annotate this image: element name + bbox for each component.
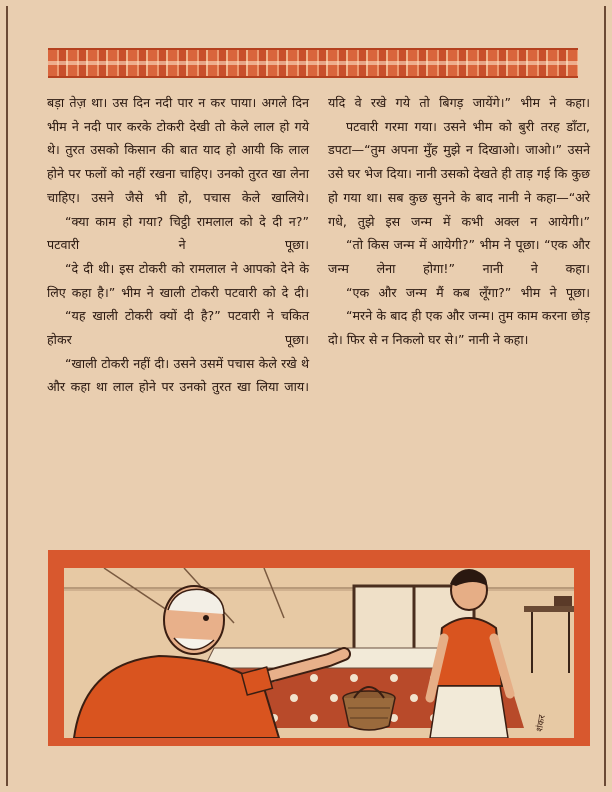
- paragraph: “एक और जन्म मैं कब लूँगा?” भीम ने पूछा।: [346, 284, 590, 300]
- paragraph: “दे दी थी। इस टोकरी को रामलाल ने आपको देने के लिए कहा है।” भीम ने खाली टोकरी पटवारी को दे दी।: [47, 260, 309, 300]
- paragraph: यदि वे रखे गये तो बिगड़ जायेंगे।” भीम ने कहा।: [328, 95, 590, 110]
- paragraph: “मरने के बाद ही एक और जन्म। तुम काम करना छोड़ दो। फिर से न निकलो घर से।” नानी ने कहा।: [328, 308, 590, 348]
- story-illustration: [48, 550, 590, 746]
- paragraph: बड़ा तेज़ था। उस दिन नदी पार न कर पाया। अगले दिन भीम ने नदी पार करके टोकरी देखी तो केले लाल हो गये थे। तुरत उसको किसान की बात याद हो आयी कि लाल होने पर फलों को नहीं रखना चाहिए। उनको तुरत खा लेना चाहिए। उसने जैसे भी हो, पचास केले खालिये।: [47, 95, 309, 205]
- decorative-header-band: [48, 48, 578, 78]
- paragraph: पटवारी गरमा गया। उसने भीम को बुरी तरह डाँटा, डपटा—“तुम अपना मुँह मुझे न दिखाओ। जाओ।” उसने उसे घर भेज दिया। नानी उसको देखते ही ताड़ गई कि कुछ हो गया था। सब कुछ सुनने के बाद नानी ने कहा—“अरे गधे, तुझे इस जन्म में कभी अक्ल न आयेगी।”: [328, 118, 590, 229]
- paragraph: “यह खाली टोकरी क्यों दी है?” पटवारी ने चकित होकर पूछा।: [47, 308, 309, 348]
- paragraph: “खाली टोकरी नहीं दी। उसने उसमें पचास केले रखे थे और कहा था लाल होने पर उनको तुरत खा लिया जाय।: [47, 355, 309, 395]
- illustration-scene: [64, 568, 574, 738]
- text-column-left: [47, 91, 309, 399]
- basket-icon: [343, 687, 395, 730]
- paragraph: “क्या काम हो गया? चिट्ठी रामलाल को दे दी न?” पटवारी ने पूछा।: [47, 213, 309, 253]
- artist-signature: शंकर: [535, 714, 548, 733]
- paragraph: “तो किस जन्म में आयेगी?” भीम ने पूछा। “एक और जन्म लेना होगा!” नानी ने कहा।: [328, 237, 590, 276]
- text-column-right: [328, 91, 590, 352]
